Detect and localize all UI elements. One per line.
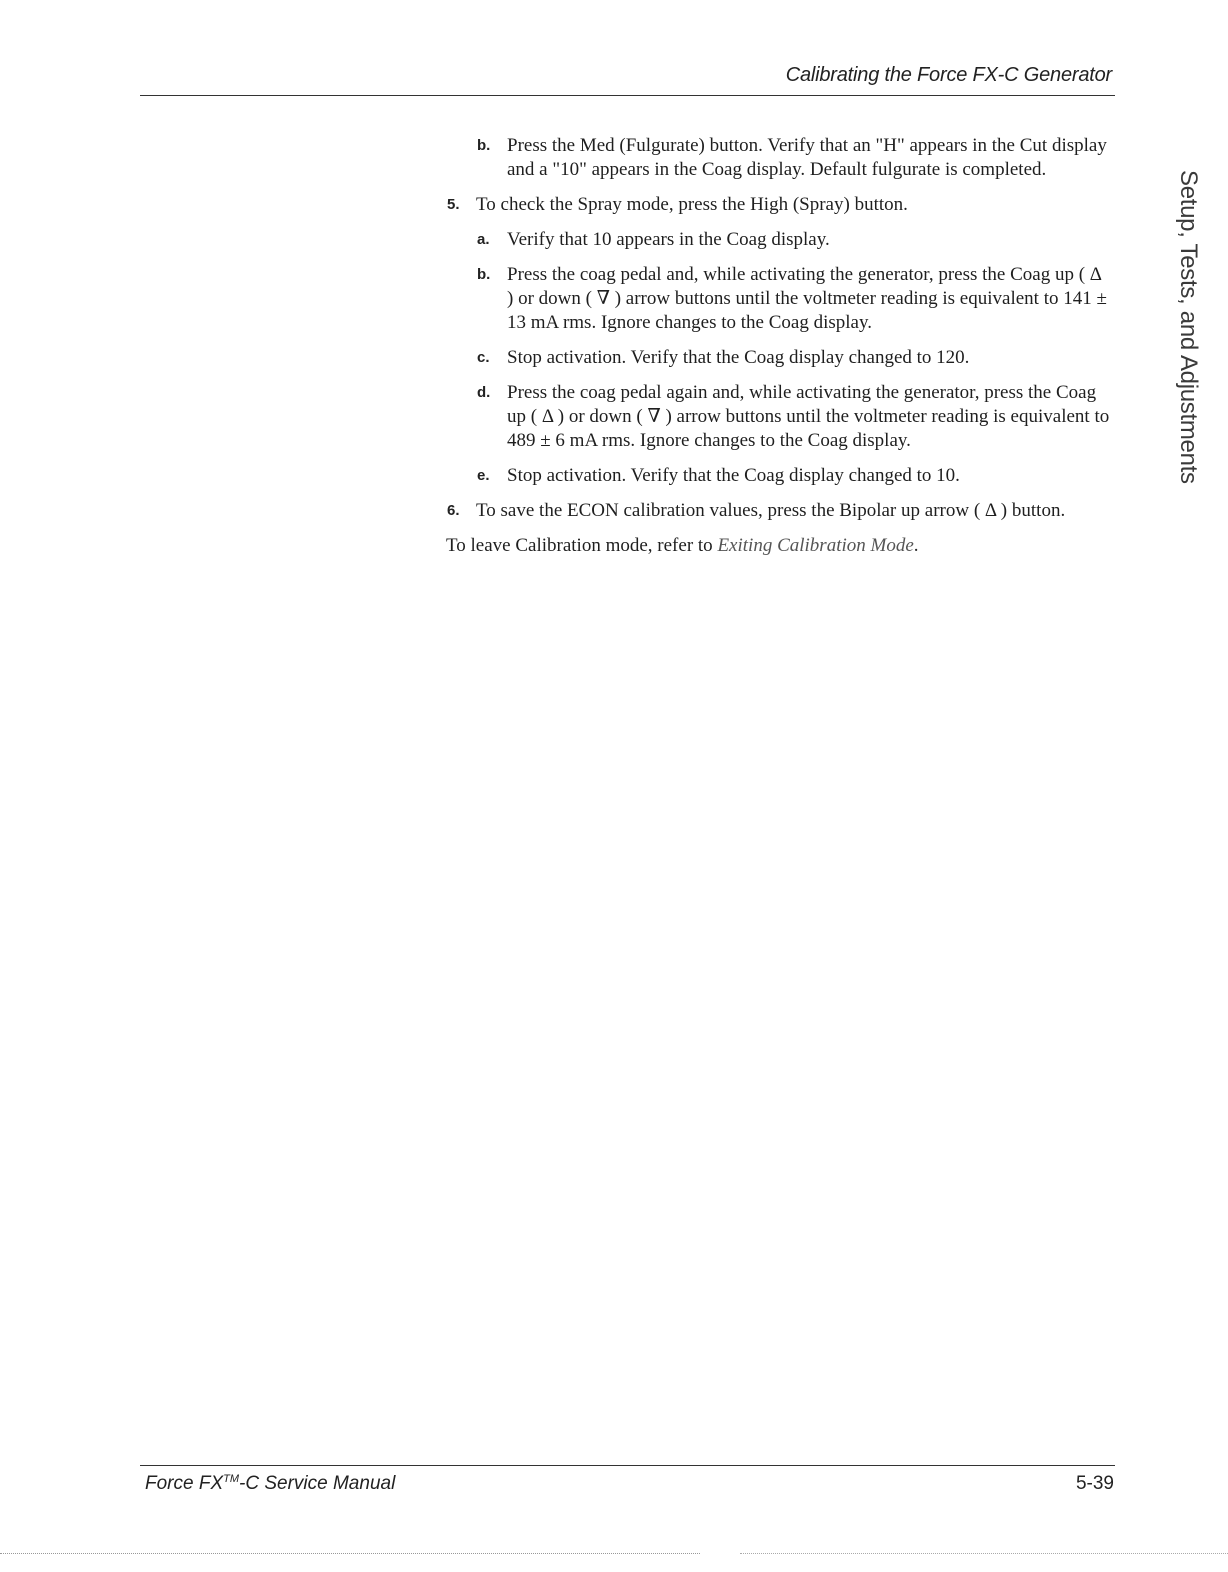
procedure-substep (446, 381, 1111, 453)
procedure-substep (446, 464, 1111, 488)
procedure-substep (446, 263, 1111, 335)
procedure-substep (446, 228, 1111, 252)
procedure-step (446, 193, 1111, 217)
procedure-body (446, 134, 1111, 558)
header-divider (140, 95, 1115, 96)
substep-text: Press the Med (Fulgurate) button. Verify that an "H" appears in the Cut display and a "10" appears in the Coag display. Default fulgurate is completed. (507, 135, 1107, 180)
step-marker: 5. (447, 196, 460, 213)
manual-title-suffix: -C Service Manual (239, 1473, 396, 1494)
footer-manual-title (145, 1473, 395, 1495)
procedure-step (446, 499, 1111, 523)
closing-period: . (913, 535, 919, 556)
footer-divider (140, 1465, 1115, 1466)
substep-text: Press the coag pedal and, while activating the generator, press the Coag up ( Δ ) or down ( ∇ ) arrow buttons until the voltmeter reading is equivalent to 141 ± 13 mA rms. Ignore changes to the Coag display. (507, 264, 1107, 333)
substep-text: Stop activation. Verify that the Coag display changed to 10. (507, 465, 960, 486)
substep-marker: e. (477, 467, 490, 484)
substep-marker: c. (477, 349, 490, 366)
cross-reference-link[interactable]: Exiting Calibration Mode (717, 535, 914, 556)
procedure-substep (446, 134, 1111, 182)
step-text: To save the ECON calibration values, press the Bipolar up arrow ( Δ ) button. (476, 500, 1066, 521)
step-marker: 6. (447, 502, 460, 519)
substep-marker: b. (477, 137, 491, 154)
section-side-tab (1146, 170, 1202, 484)
manual-title-prefix: Force FX (145, 1473, 224, 1494)
step-text: To check the Spray mode, press the High (Spray) button. (476, 194, 908, 215)
scan-artifact-line (0, 1553, 700, 1554)
procedure-substep (446, 346, 1111, 370)
page-header-title: Calibrating the Force FX-C Generator (785, 64, 1112, 86)
trademark-superscript: TM (223, 1473, 240, 1485)
scan-artifact-line (740, 1553, 1228, 1554)
substep-marker: b. (477, 266, 491, 283)
closing-text: To leave Calibration mode, refer to (446, 535, 718, 556)
page-number: 5-39 (1075, 1473, 1114, 1494)
substep-text: Press the coag pedal again and, while activating the generator, press the Coag up ( Δ ) or down ( ∇ ) arrow buttons until the voltmeter reading is equivalent to 489 ± 6 mA rms. Ignore changes to the Coag display. (507, 382, 1110, 451)
substep-marker: a. (477, 231, 490, 248)
substep-marker: d. (477, 384, 491, 401)
section-side-tab-label: Setup, Tests, and Adjustments (1175, 170, 1202, 484)
substep-text: Verify that 10 appears in the Coag display. (507, 229, 830, 250)
substep-text: Stop activation. Verify that the Coag display changed to 120. (507, 347, 970, 368)
closing-paragraph (446, 534, 1111, 558)
